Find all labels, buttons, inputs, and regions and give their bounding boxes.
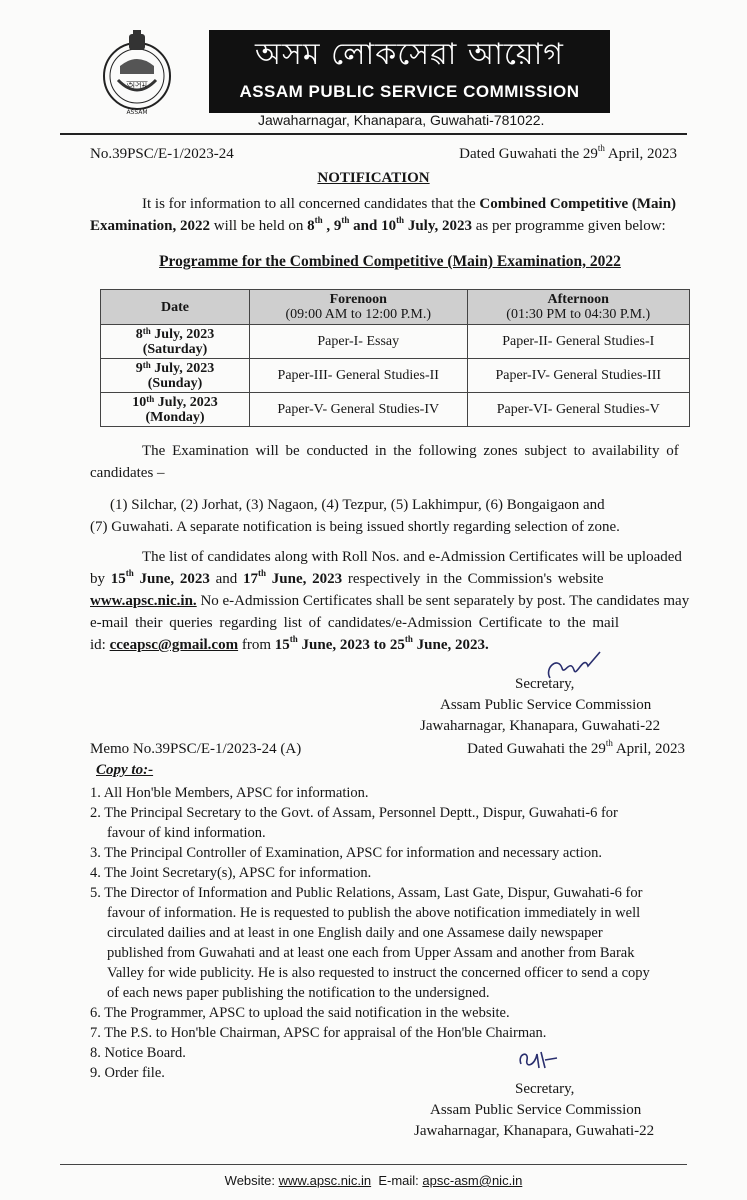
list-item: 8. Notice Board. bbox=[90, 1045, 186, 1061]
upload-line-1: The list of candidates along with Roll Nos. and e-Admission Certificates will be uploaded bbox=[142, 549, 682, 565]
footer-email-link[interactable]: apsc-asm@nic.in bbox=[422, 1173, 523, 1188]
signature-2-org: Assam Public Service Commission bbox=[430, 1102, 642, 1118]
signature-2-icon bbox=[515, 1044, 565, 1079]
title-assamese: অসম লোকসেৱা আয়োগ bbox=[255, 37, 564, 72]
signature-1-org: Assam Public Service Commission bbox=[440, 697, 652, 713]
upload-line-5: id: cceapsc@gmail.com from 15th June, 2023 to 25th June, 2023. bbox=[90, 634, 489, 653]
signature-1-address: Jawaharnagar, Khanapara, Guwahati-22 bbox=[420, 718, 661, 734]
table-header-row bbox=[101, 290, 690, 325]
exam-schedule-table bbox=[100, 289, 690, 427]
table-cell-date: 10th July, 2023 (Monday) bbox=[101, 393, 250, 427]
column-header-forenoon: Forenoon (09:00 AM to 12:00 P.M.) bbox=[250, 290, 468, 325]
table-cell-forenoon: Paper-V- General Studies-IV bbox=[250, 393, 468, 427]
table-cell-afternoon: Paper-VI- General Studies-V bbox=[467, 393, 689, 427]
table-row bbox=[101, 325, 690, 359]
list-item: 6. The Programmer, APSC to upload the said notification in the website. bbox=[90, 1005, 510, 1021]
zones-intro-line-2: candidates – bbox=[90, 465, 165, 481]
column-header-date: Date bbox=[101, 290, 250, 325]
memo-number: Memo No.39PSC/E-1/2023-24 (A) bbox=[90, 741, 302, 757]
list-item: 7. The P.S. to Hon'ble Chairman, APSC for appraisal of the Hon'ble Chairman. bbox=[90, 1025, 547, 1041]
list-item-continuation: circulated dailies and at least in one English daily and one Assamese daily newspaper bbox=[107, 925, 603, 941]
table-cell-afternoon: Paper-II- General Studies-I bbox=[467, 325, 689, 359]
table-cell-date: 9th July, 2023 (Sunday) bbox=[101, 359, 250, 393]
header-divider bbox=[60, 133, 687, 135]
table-cell-forenoon: Paper-I- Essay bbox=[250, 325, 468, 359]
list-item: 3. The Principal Controller of Examination, APSC for information and necessary action. bbox=[90, 845, 602, 861]
footer-website-link[interactable]: www.apsc.nic.in bbox=[278, 1173, 372, 1188]
upload-line-2: by 15th June, 2023 and 17th June, 2023 respectively in the Commission's website bbox=[90, 568, 604, 587]
upload-line-4: e-mail their queries regarding list of candidates/e-Admission Certificate to the mail bbox=[90, 615, 620, 631]
svg-text:ASSAM: ASSAM bbox=[126, 109, 148, 116]
intro-line-1: It is for information to all concerned candidates that the Combined Competitive (Main) bbox=[142, 196, 677, 212]
copy-to-heading: Copy to:- bbox=[96, 762, 154, 778]
list-item-continuation: favour of kind information. bbox=[107, 825, 266, 841]
list-item-continuation: of each news paper publishing the notification to the undersigned. bbox=[107, 985, 490, 1001]
zones-list-line-1: (1) Silchar, (2) Jorhat, (3) Nagaon, (4) Tezpur, (5) Lakhimpur, (6) Bongaigaon and bbox=[110, 497, 605, 513]
list-item-continuation: Valley for wide publicity. He is also requested to instruct the concerned officer to send a copy bbox=[107, 965, 650, 981]
apsc-emblem-icon bbox=[94, 28, 180, 118]
list-item: 1. All Hon'ble Members, APSC for information. bbox=[90, 785, 369, 801]
list-item-continuation: published from Guwahati and at least one each from Upper Assam and another from Barak bbox=[107, 945, 635, 961]
table-row bbox=[101, 359, 690, 393]
table-cell-forenoon: Paper-III- General Studies-II bbox=[250, 359, 468, 393]
list-item: 2. The Principal Secretary to the Govt. of Assam, Personnel Deptt., Dispur, Guwahati-6 for bbox=[90, 805, 618, 821]
website-link[interactable]: www.apsc.nic.in. bbox=[90, 593, 197, 609]
list-item: 5. The Director of Information and Public Relations, Assam, Last Gate, Dispur, Guwahati-6 for bbox=[90, 885, 643, 901]
table-cell-date: 8th July, 2023 (Saturday) bbox=[101, 325, 250, 359]
email-link[interactable]: cceapsc@gmail.com bbox=[109, 637, 239, 653]
table-cell-afternoon: Paper-IV- General Studies-III bbox=[467, 359, 689, 393]
footer-contact: Website: www.apsc.nic.in E-mail: apsc-asm@nic.in bbox=[224, 1173, 523, 1188]
table-row bbox=[101, 393, 690, 427]
header-banner bbox=[209, 30, 610, 113]
svg-text:অসম: অসম bbox=[126, 80, 148, 91]
reference-date: Dated Guwahati the 29th April, 2023 bbox=[459, 143, 677, 162]
column-header-afternoon: Afternoon (01:30 PM to 04:30 P.M.) bbox=[467, 290, 689, 325]
list-item-continuation: favour of information. He is requested to publish the above notification immediately in well bbox=[107, 905, 641, 921]
memo-date: Dated Guwahati the 29th April, 2023 bbox=[467, 738, 685, 757]
intro-line-2: Examination, 2022 will be held on 8th , 9th and 10th July, 2023 as per programme given below: bbox=[90, 215, 666, 234]
header-address: Jawaharnagar, Khanapara, Guwahati-781022. bbox=[258, 112, 545, 128]
zones-intro-line-1: The Examination will be conducted in the following zones subject to availability of bbox=[142, 443, 679, 459]
zones-list-line-2: (7) Guwahati. A separate notification is being issued shortly regarding selection of zone. bbox=[90, 519, 620, 535]
signature-2-designation: Secretary, bbox=[515, 1081, 575, 1097]
programme-title: Programme for the Combined Competitive (Main) Examination, 2022 bbox=[159, 253, 621, 270]
upload-line-3: www.apsc.nic.in. No e-Admission Certificates shall be sent separately by post. The candidates may bbox=[90, 593, 690, 609]
title-english: ASSAM PUBLIC SERVICE COMMISSION bbox=[239, 82, 580, 101]
footer-divider bbox=[60, 1164, 687, 1165]
reference-number: No.39PSC/E-1/2023-24 bbox=[90, 146, 234, 162]
notification-heading: NOTIFICATION bbox=[317, 170, 430, 186]
signature-2-address: Jawaharnagar, Khanapara, Guwahati-22 bbox=[414, 1123, 655, 1139]
list-item: 4. The Joint Secretary(s), APSC for information. bbox=[90, 865, 372, 881]
list-item: 9. Order file. bbox=[90, 1065, 165, 1081]
signature-1-designation: Secretary, bbox=[515, 676, 575, 692]
